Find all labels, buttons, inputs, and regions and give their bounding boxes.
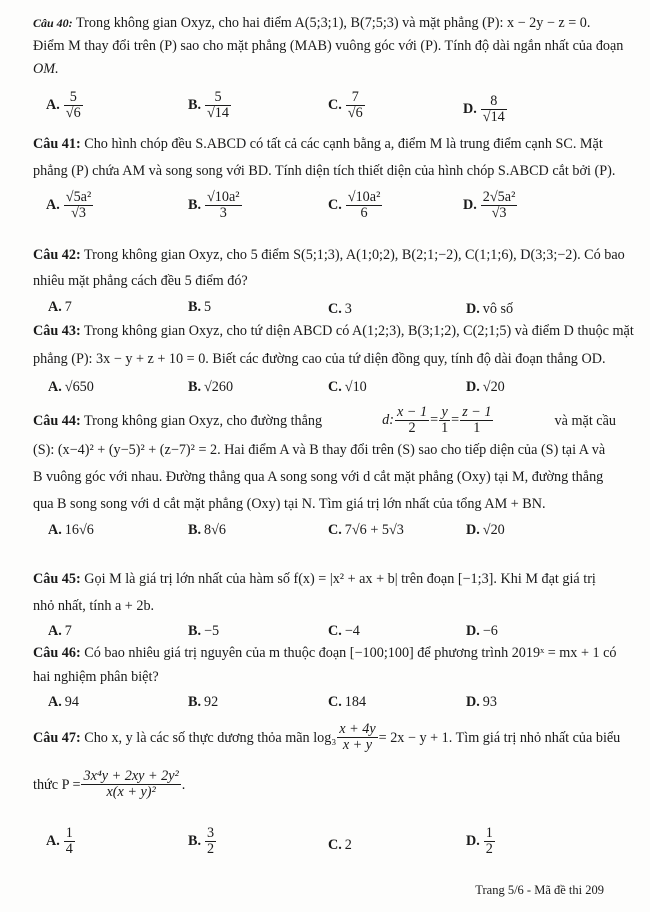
question-text: Điểm M thay đổi trên (P) sao cho mặt phẳng (MAB) vuông góc với (P). Tính độ dài ngắn nhất của đoạn (33, 38, 624, 54)
answer-d[interactable]: D. −6 (466, 623, 498, 639)
question-text: phẳng (P) chứa AM và song song với BD. Tính diện tích thiết diện của hình chóp S.ABCD cắt bởi (P). (33, 163, 616, 179)
answer-b[interactable]: B. 92 (188, 694, 219, 710)
question-text: Trong không gian Oxyz, cho tứ diện ABCD có A(1;2;3), B(3;1;2), C(2;1;5) và điểm D thuộc mặt (84, 323, 634, 339)
question-44: Câu 44: Trong không gian Oxyz, cho đường thẳng d: $\frac{x - 1}{2}$ = $\frac{y}{1}$ = $\frac{z - 1}{1}$ và mặt cầu (S): (x−4)² + (y−5)² + (z−7)² = 2. Hai điểm A và B thay đổi trên (S) sao cho tiếp diện của (S) tại A và B vuông góc với nhau. Đường thẳng qua A song song với d cắt mặt phẳng (Oxy) tại M, đường thẳng qua B song song với d cắt mặt phẳng (Oxy) tại N. Tìm giá trị lớn nhất của tổng AM + BN. A. 16√6 B. 8√6 C. 7√6 + 5√3 D. √20 (33, 405, 616, 555)
question-label: Câu 43: (33, 323, 81, 339)
question-text: Cho x, y là các số thực dương thỏa mãn log₃ (84, 729, 337, 746)
question-41 (33, 133, 616, 233)
question-text: nhỏ nhất, tính a + 2b. (33, 598, 155, 614)
page-footer: Trang 5/6 - Mã đề thi 209 (475, 883, 604, 897)
answer-a[interactable]: A. $\frac{\text{√5a²}}{√3}$ (46, 189, 92, 221)
question-label: Câu 46: (33, 645, 81, 661)
question-label: Câu 41: (33, 136, 81, 152)
question-text: Gọi M là giá trị lớn nhất của hàm số f(x) = |x² + ax + b| trên đoạn [−1;3]. Khi M đạt giá trị (84, 571, 596, 587)
question-text: = 2x − y + 1. Tìm giá trị nhỏ nhất của biểu (378, 729, 621, 746)
answer-d[interactable]: D. √20 (466, 522, 505, 538)
question-40 (33, 12, 624, 132)
answer-a[interactable]: A. $\frac{1}{4}$ (46, 825, 73, 857)
answer-d[interactable]: D. √20 (466, 379, 505, 395)
answer-c[interactable]: C. √10 (328, 379, 367, 395)
question-text: Cho hình chóp đều S.ABCD có tất cả các cạnh bằng a, điểm M là trung điểm cạnh SC. Mặt (84, 136, 603, 152)
answer-c[interactable]: C. 184 (328, 694, 367, 710)
question-47: Câu 47: Cho x, y là các số thực dương thỏa mãn log₃ $\frac{x + 4y}{x + y}$ = 2x − y + 1. Tìm giá trị nhỏ nhất của biểu thức P = $\frac{\text{3x⁴y + 2xy + 2y²}}{\text{x(x + y)²}}$ . A. $\frac{1}{4}$ B. $\frac{3}{2}$ C. 2 D. $\frac{1}{2}$ (33, 721, 621, 857)
question-label: Câu 42: (33, 247, 81, 263)
answer-a[interactable]: A. $\frac{5}{√6}$ (46, 89, 81, 121)
answer-c[interactable]: C. 2 (328, 837, 352, 853)
question-label: Câu 45: (33, 571, 81, 587)
answer-b[interactable]: B. $\frac{\text{√10a²}}{3}$ (188, 189, 240, 221)
answer-a[interactable]: A. 7 (48, 623, 72, 639)
question-text: B vuông góc với nhau. Đường thẳng qua A song song với d cắt mặt phẳng (Oxy) tại M, đường thẳng (33, 469, 604, 485)
answer-a[interactable]: A. √650 (48, 379, 94, 395)
answer-d[interactable]: D. $\frac{\text{2√5a²}}{√3}$ (463, 189, 516, 221)
answer-d[interactable]: D. 93 (466, 694, 497, 710)
answer-b[interactable]: B. 8√6 (188, 522, 226, 538)
answer-c[interactable]: C. 7√6 + 5√3 (328, 522, 404, 538)
answer-b[interactable]: B. √260 (188, 379, 234, 395)
question-label: Câu 44: (33, 412, 81, 429)
answer-c[interactable]: C. $\frac{7}{√6}$ (328, 89, 363, 121)
expression-fraction: $\frac{\text{3x⁴y + 2xy + 2y²}}{\text{x(x + y)²}}$ (83, 768, 179, 800)
question-text: phẳng (P): 3x − y + z + 10 = 0. Biết các đường cao của tứ diện đồng quy, tính độ dài đoạn thẳng OD. (33, 351, 606, 367)
answer-c[interactable]: C. −4 (328, 623, 360, 639)
question-46 (33, 642, 616, 717)
answer-a[interactable]: A. 16√6 (48, 522, 94, 538)
answer-a[interactable]: A. 94 (48, 694, 79, 710)
question-text: hai nghiệm phân biệt? (33, 669, 159, 685)
question-label: Câu 40: (33, 16, 73, 30)
question-text: Có bao nhiêu giá trị nguyên của m thuộc đoạn [−100;100] để phương trình 2019ˣ = mx + 1 có (84, 645, 617, 661)
question-text: Trong không gian Oxyz, cho hai điểm A(5;3;1), B(7;5;3) và mặt phẳng (P): x − 2y − z = 0. (75, 15, 591, 31)
question-43 (33, 320, 634, 395)
log-fraction: $\frac{x + 4y}{x + y}$ (339, 721, 376, 753)
answer-d[interactable]: D. $\frac{1}{2}$ (466, 825, 493, 857)
answer-d[interactable]: D. vô số (466, 301, 514, 317)
expression-label: thức P = (33, 776, 81, 793)
question-text: nhiêu mặt phẳng cách đều 5 điểm đó? (33, 273, 248, 289)
answer-c[interactable]: C. 3 (328, 301, 352, 317)
answer-b[interactable]: B. $\frac{5}{√14}$ (188, 89, 229, 121)
answer-c[interactable]: C. $\frac{\text{√10a²}}{6}$ (328, 189, 381, 221)
question-text: Trong không gian Oxyz, cho đường thẳng (84, 412, 323, 429)
answer-b[interactable]: B. $\frac{3}{2}$ (188, 825, 215, 857)
line-equation: d: $\frac{x - 1}{2}$ = $\frac{y}{1}$ = $\frac{z - 1}{1}$ (382, 404, 492, 436)
question-text: qua B song song với d cắt mặt phẳng (Oxy) tại N. Tìm giá trị lớn nhất của tổng AM + BN. (33, 496, 546, 512)
question-text: (S): (x−4)² + (y−5)² + (z−7)² = 2. Hai điểm A và B thay đổi trên (S) sao cho tiếp diện của (S) tại A và (33, 442, 606, 458)
question-text: OM. (33, 61, 59, 77)
answer-a[interactable]: A. 7 (48, 299, 72, 315)
answer-d[interactable]: D. $\frac{8}{√14}$ (463, 93, 505, 125)
question-label: Câu 47: (33, 729, 81, 746)
question-45 (33, 568, 616, 648)
answer-b[interactable]: B. −5 (188, 623, 220, 639)
question-42 (33, 244, 625, 329)
answer-b[interactable]: B. 5 (188, 299, 212, 315)
question-text: Trong không gian Oxyz, cho 5 điểm S(5;1;3), A(1;0;2), B(2;1;−2), C(1;1;6), D(3;3;−2). Có bao (84, 247, 625, 263)
